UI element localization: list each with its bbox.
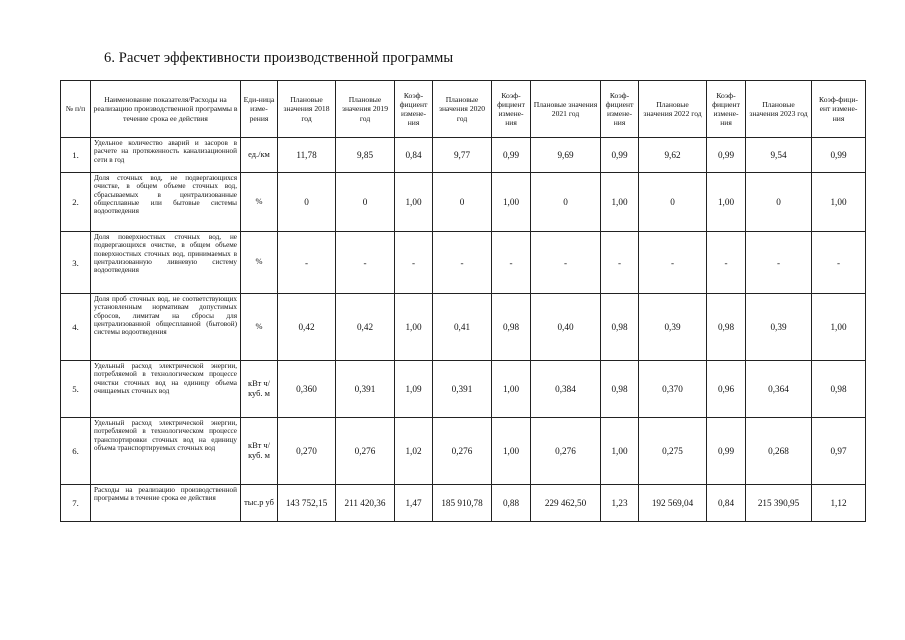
value-2023: 0,39 xyxy=(746,294,812,361)
coef-2022: 0,99 xyxy=(707,418,746,485)
value-2023: 215 390,95 xyxy=(746,485,812,522)
coef-2019: 1,09 xyxy=(395,361,433,418)
row-unit: кВт ч/куб. м xyxy=(241,361,278,418)
row-num: 7. xyxy=(61,485,91,522)
value-2022: 0 xyxy=(639,173,707,232)
header-2022: Плановые значения 2022 год xyxy=(639,81,707,138)
coef-2022: - xyxy=(707,232,746,294)
value-2018: 143 752,15 xyxy=(278,485,336,522)
coef-2019: 0,84 xyxy=(395,138,433,173)
coef-2022: 0,84 xyxy=(707,485,746,522)
header-coef-2021: Коэф-фициент измене-ния xyxy=(601,81,639,138)
coef-2021: 1,23 xyxy=(601,485,639,522)
row-num: 6. xyxy=(61,418,91,485)
value-2020: 0,391 xyxy=(433,361,492,418)
value-2023: 9,54 xyxy=(746,138,812,173)
value-2022: - xyxy=(639,232,707,294)
table-row xyxy=(61,485,866,522)
row-num: 1. xyxy=(61,138,91,173)
coef-2022: 0,98 xyxy=(707,294,746,361)
value-2022: 0,39 xyxy=(639,294,707,361)
value-2018: 0,42 xyxy=(278,294,336,361)
row-unit: % xyxy=(241,232,278,294)
value-2022: 192 569,04 xyxy=(639,485,707,522)
header-coef-2019: Коэф-фициент измене-ния xyxy=(395,81,433,138)
value-2022: 0,275 xyxy=(639,418,707,485)
coef-2023: 0,99 xyxy=(812,138,866,173)
header-name: Наименование показателя/Расходы на реализацию производственной программы в течение срока ее действия xyxy=(91,81,241,138)
row-num: 2. xyxy=(61,173,91,232)
table-row xyxy=(61,418,866,485)
coef-2021: 0,99 xyxy=(601,138,639,173)
header-2018: Плановые значения 2018 год xyxy=(278,81,336,138)
coef-2021: 1,00 xyxy=(601,418,639,485)
value-2018: 11,78 xyxy=(278,138,336,173)
table-row xyxy=(61,138,866,173)
row-num: 4. xyxy=(61,294,91,361)
value-2023: 0 xyxy=(746,173,812,232)
coef-2023: 1,00 xyxy=(812,173,866,232)
coef-2023: 1,12 xyxy=(812,485,866,522)
coef-2019: - xyxy=(395,232,433,294)
row-num: 5. xyxy=(61,361,91,418)
header-coef-2023: Коэф-фици-ент измене-ния xyxy=(812,81,866,138)
value-2019: 211 420,36 xyxy=(336,485,395,522)
header-2023: Плановые значения 2023 год xyxy=(746,81,812,138)
coef-2021: 0,98 xyxy=(601,294,639,361)
coef-2020: 1,00 xyxy=(492,361,531,418)
value-2018: 0 xyxy=(278,173,336,232)
value-2023: - xyxy=(746,232,812,294)
row-name: Расходы на реализацию производственной программы в течение срока ее действия xyxy=(91,485,241,522)
coef-2019: 1,47 xyxy=(395,485,433,522)
header-coef-2020: Коэф-фициент измене-ния xyxy=(492,81,531,138)
value-2021: 0,384 xyxy=(531,361,601,418)
coef-2023: 0,98 xyxy=(812,361,866,418)
value-2021: 0,40 xyxy=(531,294,601,361)
table-header-row xyxy=(61,81,866,138)
header-2021: Плановые значения 2021 год xyxy=(531,81,601,138)
coef-2020: 0,88 xyxy=(492,485,531,522)
header-num: № п/п xyxy=(61,81,91,138)
coef-2022: 0,99 xyxy=(707,138,746,173)
value-2019: 0,42 xyxy=(336,294,395,361)
value-2020: 0 xyxy=(433,173,492,232)
value-2020: 0,41 xyxy=(433,294,492,361)
efficiency-table xyxy=(60,80,866,522)
row-name: Удельный расход электрической энергии, потребляемой в технологическом процессе транспортировки сточных вод на единицу объема транспортируемых сточных вод xyxy=(91,418,241,485)
value-2019: 0,391 xyxy=(336,361,395,418)
value-2020: 0,276 xyxy=(433,418,492,485)
coef-2019: 1,00 xyxy=(395,173,433,232)
coef-2021: 0,98 xyxy=(601,361,639,418)
row-name: Доля сточных вод, не подвергающихся очистке, в общем объеме сточных вод, сбрасываемых в централизованные общесплавные или бытовые системы водоотведения xyxy=(91,173,241,232)
value-2019: - xyxy=(336,232,395,294)
row-unit: % xyxy=(241,294,278,361)
coef-2020: 1,00 xyxy=(492,173,531,232)
value-2021: 0 xyxy=(531,173,601,232)
value-2018: - xyxy=(278,232,336,294)
coef-2022: 0,96 xyxy=(707,361,746,418)
value-2019: 9,85 xyxy=(336,138,395,173)
coef-2021: 1,00 xyxy=(601,173,639,232)
value-2022: 9,62 xyxy=(639,138,707,173)
coef-2020: 0,98 xyxy=(492,294,531,361)
row-name: Удельный расход электрической энергии, потребляемой в технологическом процессе очистки сточных вод на единицу объема очищаемых сточных вод xyxy=(91,361,241,418)
value-2020: - xyxy=(433,232,492,294)
coef-2020: 1,00 xyxy=(492,418,531,485)
row-num: 3. xyxy=(61,232,91,294)
row-name: Удельное количество аварий и засоров в расчете на протяженность канализационной сети в год xyxy=(91,138,241,173)
row-name: Доля поверхностных сточных вод, не подвергающихся очистке, в общем объеме поверхностных сточных вод, принимаемых в централизованную ливневую систему водоотведения xyxy=(91,232,241,294)
row-unit: % xyxy=(241,173,278,232)
value-2021: 0,276 xyxy=(531,418,601,485)
value-2020: 185 910,78 xyxy=(433,485,492,522)
coef-2020: 0,99 xyxy=(492,138,531,173)
coef-2022: 1,00 xyxy=(707,173,746,232)
row-unit: ед./км xyxy=(241,138,278,173)
row-unit: тыс.р уб xyxy=(241,485,278,522)
row-name: Доля проб сточных вод, не соответствующих установленным нормативам допустимых сбросов, лимитам на сбросы для централизованной общесплавной (бытовой) системы водоотведения xyxy=(91,294,241,361)
table-row xyxy=(61,173,866,232)
header-coef-2022: Коэф-фициент измене-ния xyxy=(707,81,746,138)
value-2021: - xyxy=(531,232,601,294)
header-unit: Еди-ница изме-рения xyxy=(241,81,278,138)
coef-2020: - xyxy=(492,232,531,294)
coef-2023: - xyxy=(812,232,866,294)
table-row xyxy=(61,232,866,294)
coef-2023: 1,00 xyxy=(812,294,866,361)
value-2022: 0,370 xyxy=(639,361,707,418)
value-2018: 0,270 xyxy=(278,418,336,485)
value-2020: 9,77 xyxy=(433,138,492,173)
coef-2021: - xyxy=(601,232,639,294)
value-2018: 0,360 xyxy=(278,361,336,418)
coef-2019: 1,00 xyxy=(395,294,433,361)
header-2020: Плановые значения 2020 год xyxy=(433,81,492,138)
header-2019: Плановые значения 2019 год xyxy=(336,81,395,138)
coef-2019: 1,02 xyxy=(395,418,433,485)
table-row xyxy=(61,361,866,418)
value-2021: 9,69 xyxy=(531,138,601,173)
value-2019: 0 xyxy=(336,173,395,232)
value-2023: 0,268 xyxy=(746,418,812,485)
value-2021: 229 462,50 xyxy=(531,485,601,522)
coef-2023: 0,97 xyxy=(812,418,866,485)
value-2023: 0,364 xyxy=(746,361,812,418)
value-2019: 0,276 xyxy=(336,418,395,485)
table-row xyxy=(61,294,866,361)
page-title: 6. Расчет эффективности производственной программы xyxy=(104,50,454,66)
row-unit: кВт ч/куб. м xyxy=(241,418,278,485)
